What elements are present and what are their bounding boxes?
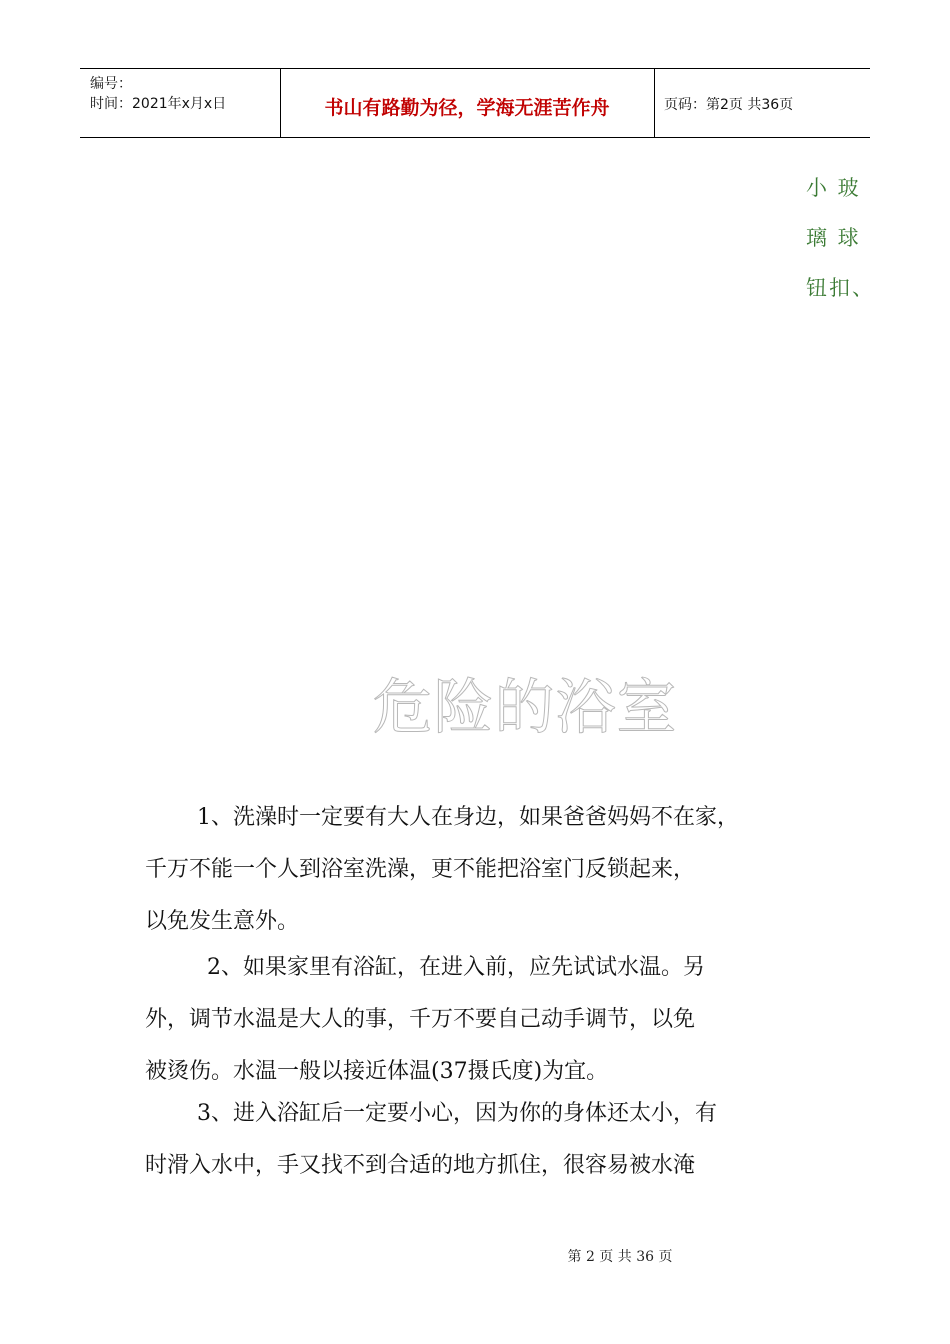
paragraph-line: 外，调节水温是大人的事，千万不要自己动手调节，以免	[145, 1007, 696, 1032]
document-header	[80, 68, 870, 138]
paragraph-line: 1、洗澡时一定要有大人在身边，如果爸爸妈妈不在家，	[197, 805, 739, 830]
document-time-label: 时间：2021年x月x日	[90, 96, 227, 112]
paragraph-line: 2、如果家里有浴缸，在进入前，应先试试水温。另	[207, 955, 705, 980]
paragraph-line: 3、进入浴缸后一定要小心，因为你的身体还太小，有	[197, 1101, 717, 1126]
document-number-label: 编号：	[90, 76, 132, 92]
paragraph-line: 千万不能一个人到浴室洗澡，更不能把浴室门反锁起来，	[145, 857, 696, 882]
paragraph-3	[145, 1088, 825, 1192]
page-footer: 第 2 页 共 36 页	[567, 1249, 673, 1265]
paragraph-line: 以免发生意外。	[145, 909, 300, 934]
header-motto-cell	[280, 69, 655, 137]
side-word: 钮扣、	[806, 276, 875, 300]
header-meta-cell	[80, 69, 281, 137]
side-word: 璃 球	[806, 226, 861, 250]
page-title: 危险的浴室	[372, 673, 678, 743]
paragraph-line: 时滑入水中，手又找不到合适的地方抓住，很容易被水淹	[145, 1153, 696, 1178]
header-motto: 书山有路勤为径，学海无涯苦作舟	[324, 97, 610, 119]
paragraph-line: 被烫伤。水温一般以接近体温(37摄氏度)为宜。	[145, 1059, 609, 1084]
header-page-info: 页码：第2页 共36页	[664, 97, 794, 113]
side-word: 小 玻	[806, 176, 861, 200]
header-page-cell	[654, 69, 870, 137]
paragraph-1	[145, 792, 825, 948]
paragraph-2	[145, 942, 825, 1098]
